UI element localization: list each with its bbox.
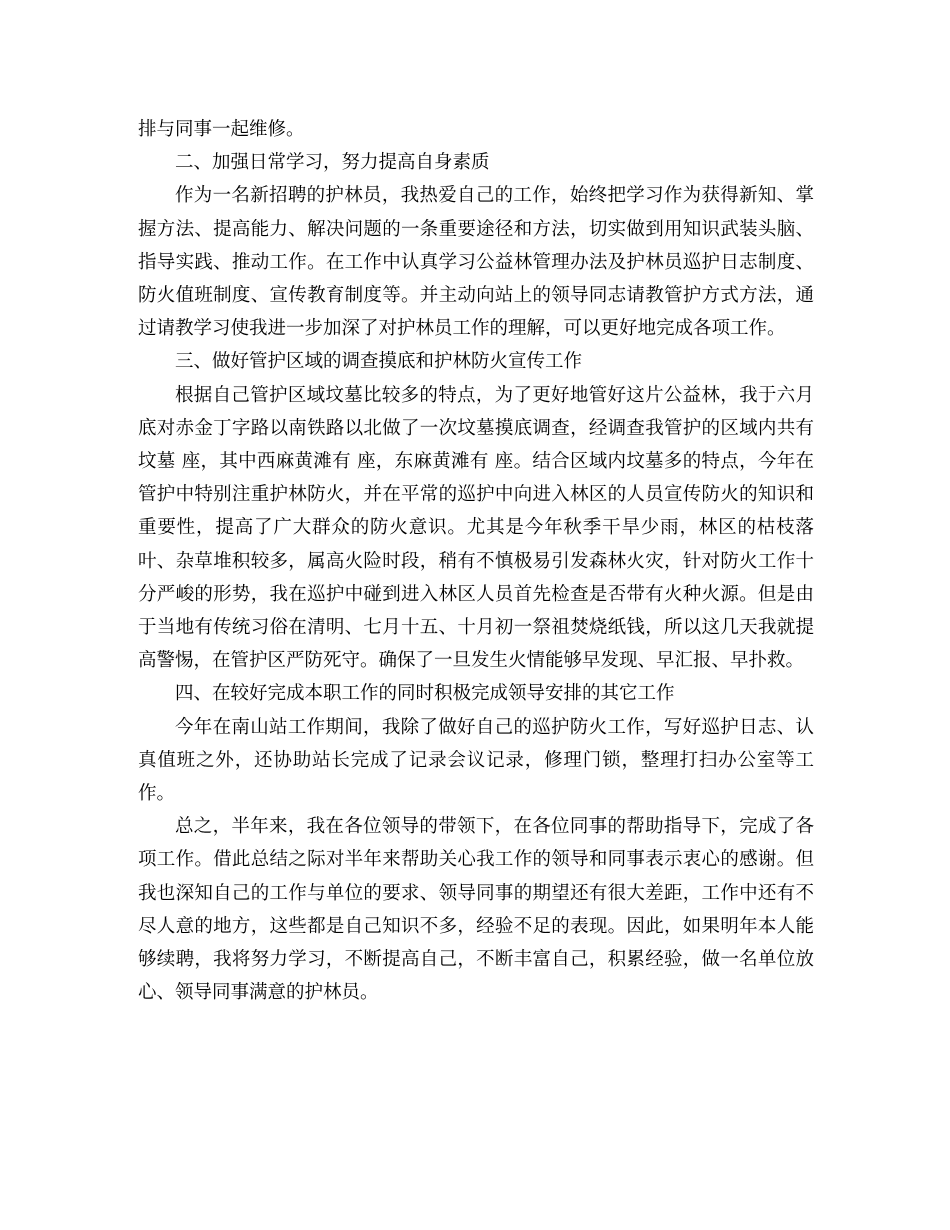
paragraph-summary: 总之，半年来，我在各位领导的带领下，在各位同事的帮助指导下，完成了各项工作。借此总结之际对半年来帮助关心我工作的领导和同事表示衷心的感谢。但我也深知自己的工作与单位的要求、领导同事的期望还有很大差距，工作中还有不尽人意的地方，这些都是自己知识不多，经验不足的表现。因此，如果明年本人能够续聘，我将努力学习，不断提高自己，不断丰富自己，积累经验，做一名单位放心、领导同事满意的护林员。 (138, 816, 814, 1004)
section-heading-2: 二、加强日常学习，努力提高自身素质 (175, 152, 490, 174)
document-body (138, 113, 814, 1009)
paragraph-other-work: 今年在南山站工作期间，我除了做好自己的巡护防火工作，写好巡护日志、认真值班之外，还协助站长完成了记录会议记录，修理门锁，整理打扫办公室等工作。 (138, 716, 814, 805)
paragraph-fire-prevention: 根据自己管护区域坟墓比较多的特点，为了更好地管好这片公益林，我于六月底对赤金丁字路以南铁路以北做了一次坟墓摸底调查，经调查我管护的区域内共有坟墓 座，其中西麻黄滩有 座，东麻黄滩有 座。结合区域内坟墓多的特点，今年在管护中特别注重护林防火，并在平常的巡护中向进入林区的人员宣传防火的知识和重要性，提高了广大群众的防火意识。尤其是今年秋季干旱少雨，林区的枯枝落叶、杂草堆积较多，属高火险时段，稍有不慎极易引发森林火灾，针对防火工作十分严峻的形势，我在巡护中碰到进入林区人员首先检查是否带有火种火源。但是由于当地有传统习俗在清明、七月十五、十月初一祭祖焚烧纸钱，所以这几天我就提高警惕，在管护区严防死守。确保了一旦发生火情能够早发现、早汇报、早扑救。 (138, 384, 814, 672)
section-heading-4: 四、在较好完成本职工作的同时积极完成领导安排的其它工作 (175, 683, 675, 705)
section-heading-3: 三、做好管护区域的调查摸底和护林防火宣传工作 (175, 351, 583, 373)
paragraph-continuation: 排与同事一起维修。 (138, 119, 305, 140)
paragraph-study: 作为一名新招聘的护林员，我热爱自己的工作，始终把学习作为获得新知、掌握方法、提高能力、解决问题的一条重要途径和方法，切实做到用知识武装头脑、指导实践、推动工作。在工作中认真学习公益林管理办法及护林员巡护日志制度、防火值班制度、宣传教育制度等。并主动向站上的领导同志请教管护方式方法，通过请教学习使我进一步加深了对护林员工作的理解，可以更好地完成各项工作。 (138, 185, 814, 340)
